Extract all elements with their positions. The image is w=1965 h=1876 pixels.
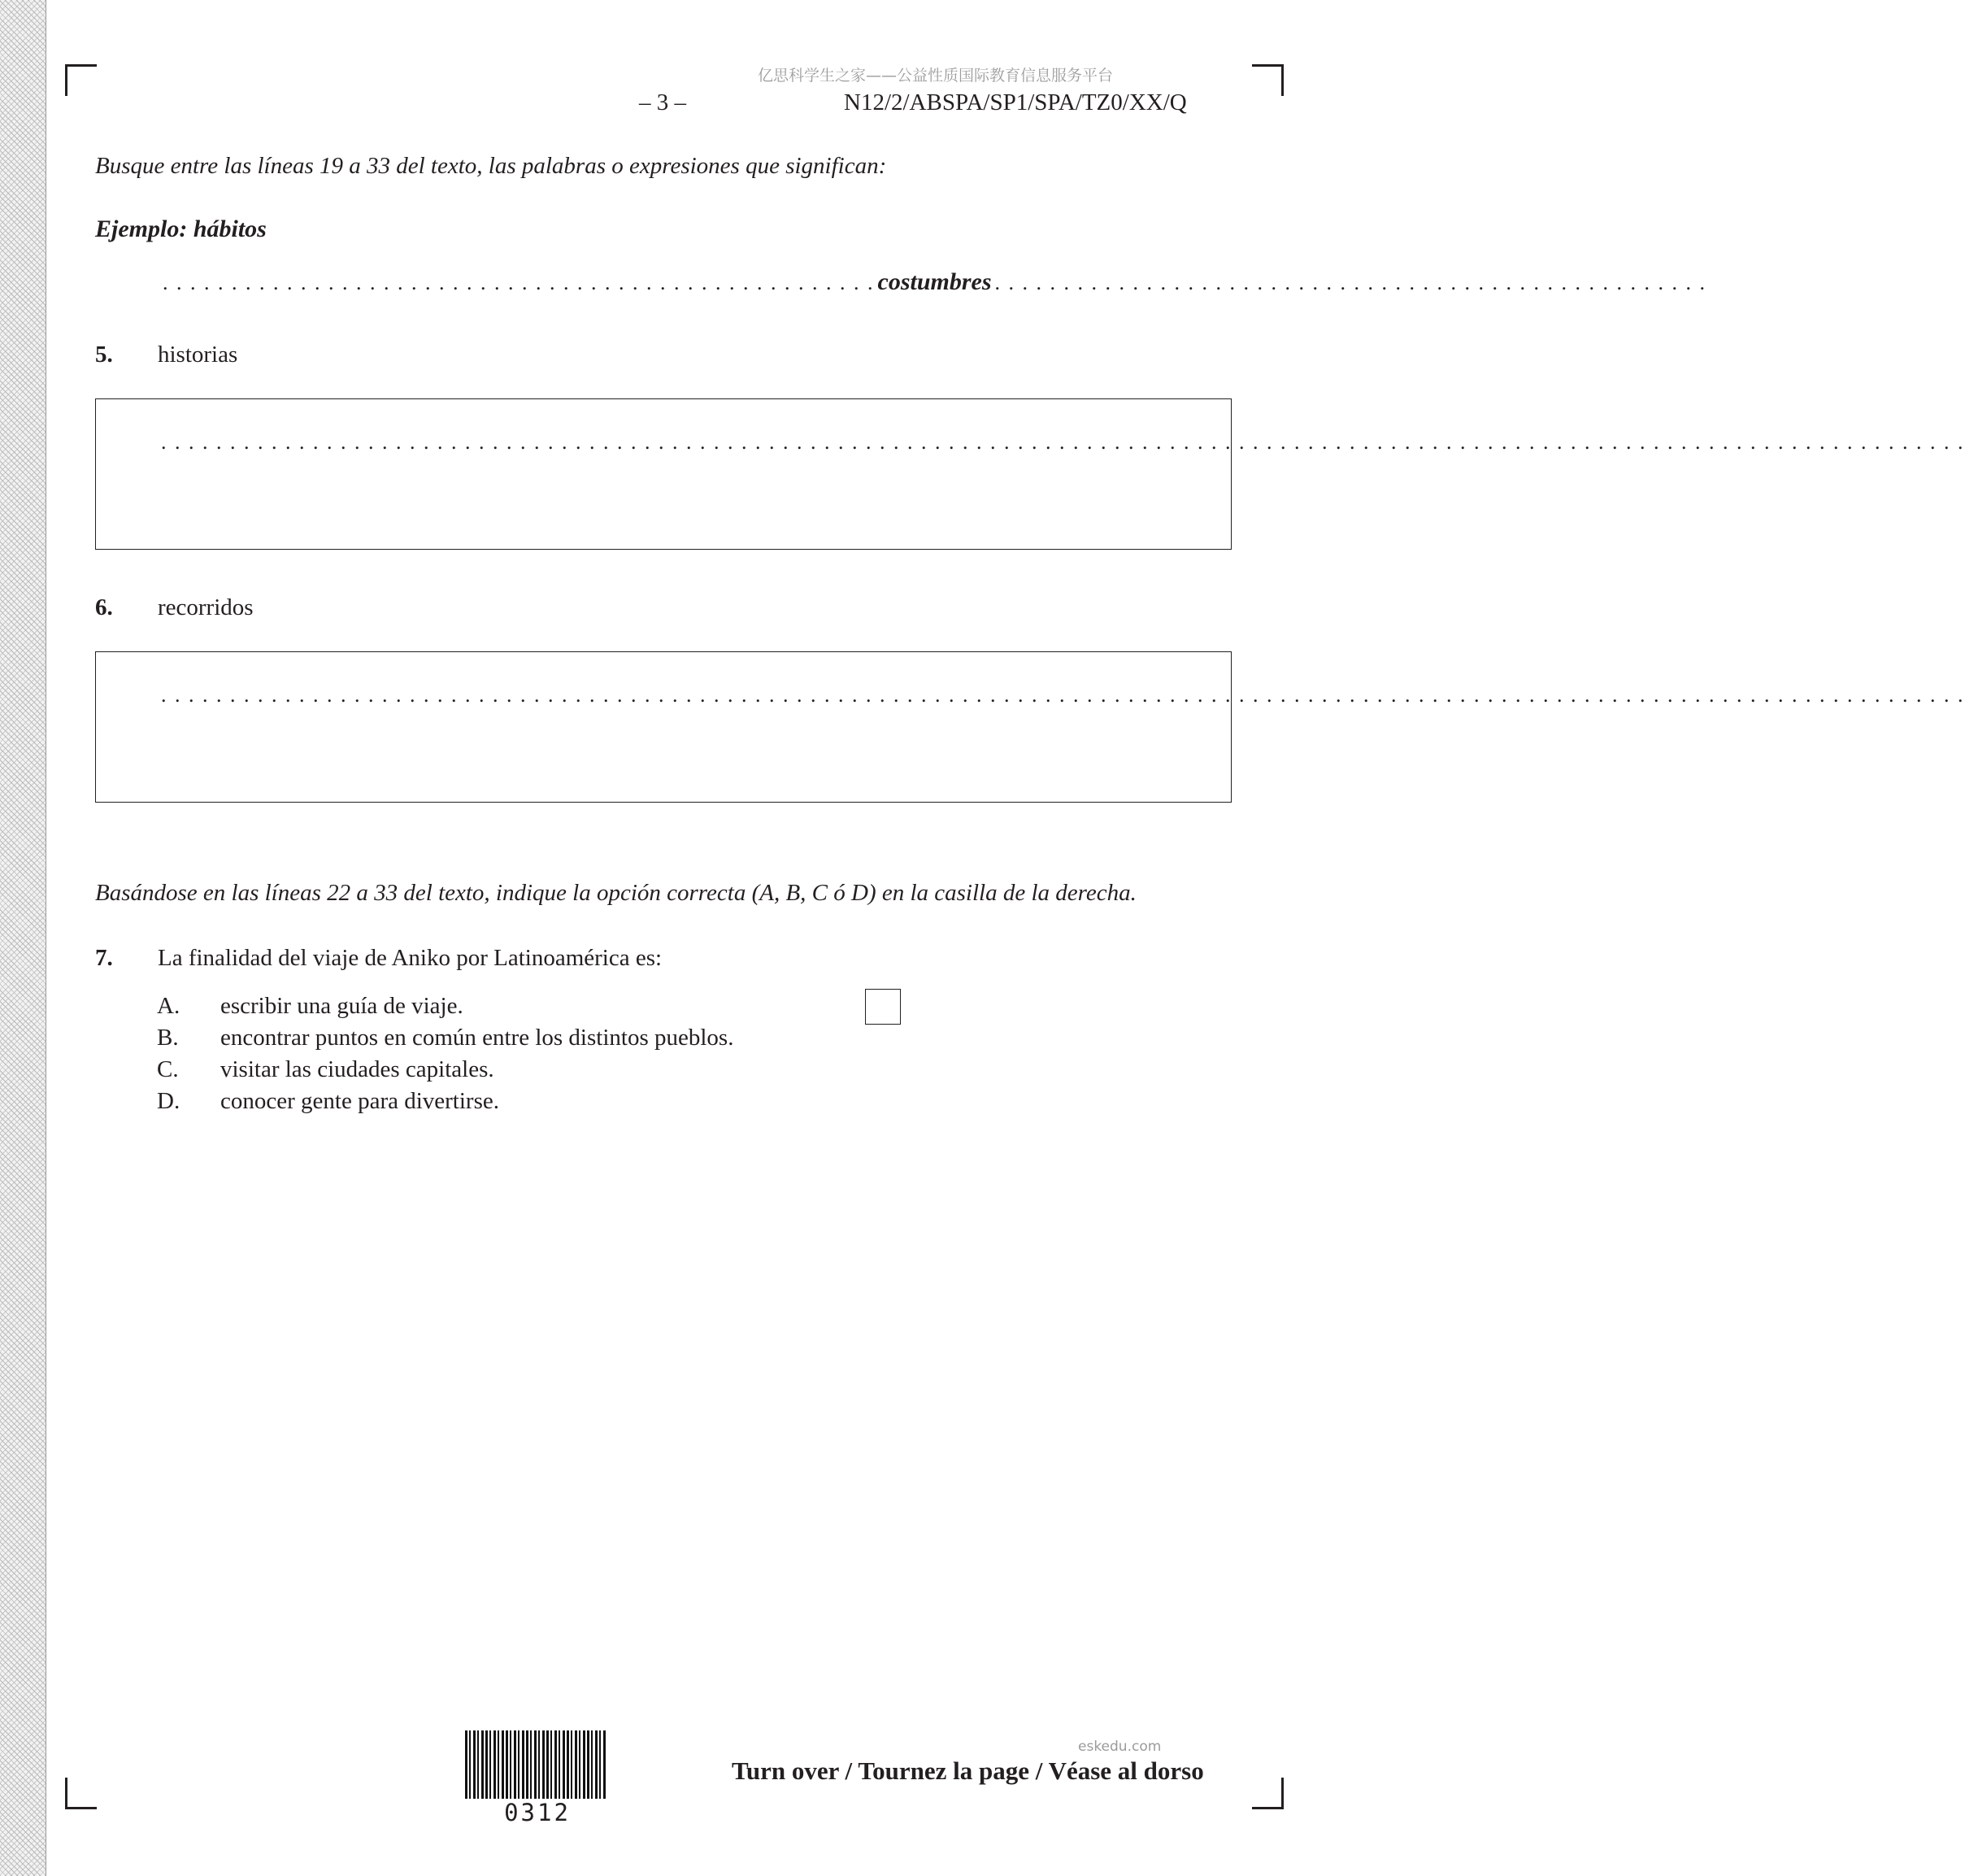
answer-box-5[interactable] <box>95 398 1965 550</box>
page-number: – 3 – <box>639 89 686 115</box>
barcode <box>465 1730 610 1799</box>
reference-code: N12/2/ABSPA/SP1/SPA/TZ0/XX/Q <box>844 89 1187 115</box>
example-answer-line <box>163 268 1707 296</box>
example-label: Ejemplo: hábitos <box>95 215 267 242</box>
option-text: conocer gente para divertirse. <box>220 1088 499 1114</box>
option-text: escribir una guía de viaje. <box>220 993 463 1019</box>
crop-mark-bottom-right <box>1252 1778 1284 1809</box>
crop-mark-top-left <box>65 64 97 96</box>
question-word: historias <box>158 342 238 368</box>
answer-choice-box[interactable] <box>865 989 901 1025</box>
crop-mark-top-right <box>1252 64 1284 96</box>
option-d <box>157 1086 733 1117</box>
header-watermark: 亿思科学生之家——公益性质国际教育信息服务平台 <box>758 67 1114 85</box>
option-letter: C. <box>157 1056 179 1082</box>
answer-box-6[interactable] <box>95 651 1965 803</box>
option-c <box>157 1054 733 1086</box>
example-answer: costumbres <box>877 268 992 295</box>
option-b <box>157 1022 733 1054</box>
answer-dotted-line: . . . . . . . . . . . . . . . . . . . . . . . . . . . . . . . . . . . . . . . . . . . . . . . . . . . . . . . . . . . . . . . . . . . . . . . . . . . . . . . . . . . . . . . . . . . . . . . . . . . . . . . . . . . . . . . . . . . . . . . . . . . . . . . . . . . <box>161 430 1965 454</box>
option-text: visitar las ciudades capitales. <box>220 1056 494 1082</box>
option-a <box>157 990 733 1022</box>
question-number: 6. <box>95 594 113 620</box>
crop-mark-bottom-left <box>65 1778 97 1809</box>
vocab-instruction: Busque entre las líneas 19 a 33 del texto, las palabras o expresiones que significan: <box>95 153 887 179</box>
option-letter: A. <box>157 993 180 1019</box>
dotted-leader: . . . . . . . . . . . . . . . . . . . . . . . . . . . . . . . . . . . . . . . . . . . . . . . . . . . . <box>994 271 1707 294</box>
turn-over-label: Turn over / Tournez la page / Véase al dorso <box>732 1756 1204 1785</box>
dotted-leader: . . . . . . . . . . . . . . . . . . . . . . . . . . . . . . . . . . . . . . . . . . . . . . . . . . . . <box>163 271 875 294</box>
option-text: encontrar puntos en común entre los distintos pueblos. <box>220 1025 734 1051</box>
option-letter: D. <box>157 1088 180 1114</box>
barcode-number: 0312 <box>504 1799 571 1826</box>
footer-watermark: eskedu.com <box>1078 1739 1162 1755</box>
question-word: recorridos <box>158 594 254 620</box>
question-text: La finalidad del viaje de Aniko por Latinoamérica es: <box>158 945 663 971</box>
answer-dotted-line: . . . . . . . . . . . . . . . . . . . . . . . . . . . . . . . . . . . . . . . . . . . . . . . . . . . . . . . . . . . . . . . . . . . . . . . . . . . . . . . . . . . . . . . . . . . . . . . . . . . . . . . . . . . . . . . . . . . . . . . . . . . . . . . . . . . <box>161 683 1965 707</box>
option-letter: B. <box>157 1025 179 1051</box>
question-number: 7. <box>95 945 113 971</box>
perforated-margin <box>0 0 46 1876</box>
question-number: 5. <box>95 342 113 368</box>
options-list <box>157 990 733 1117</box>
choice-instruction: Basándose en las líneas 22 a 33 del texto, indique la opción correcta (A, B, C ó D) en la casilla de la derecha. <box>95 880 1137 906</box>
